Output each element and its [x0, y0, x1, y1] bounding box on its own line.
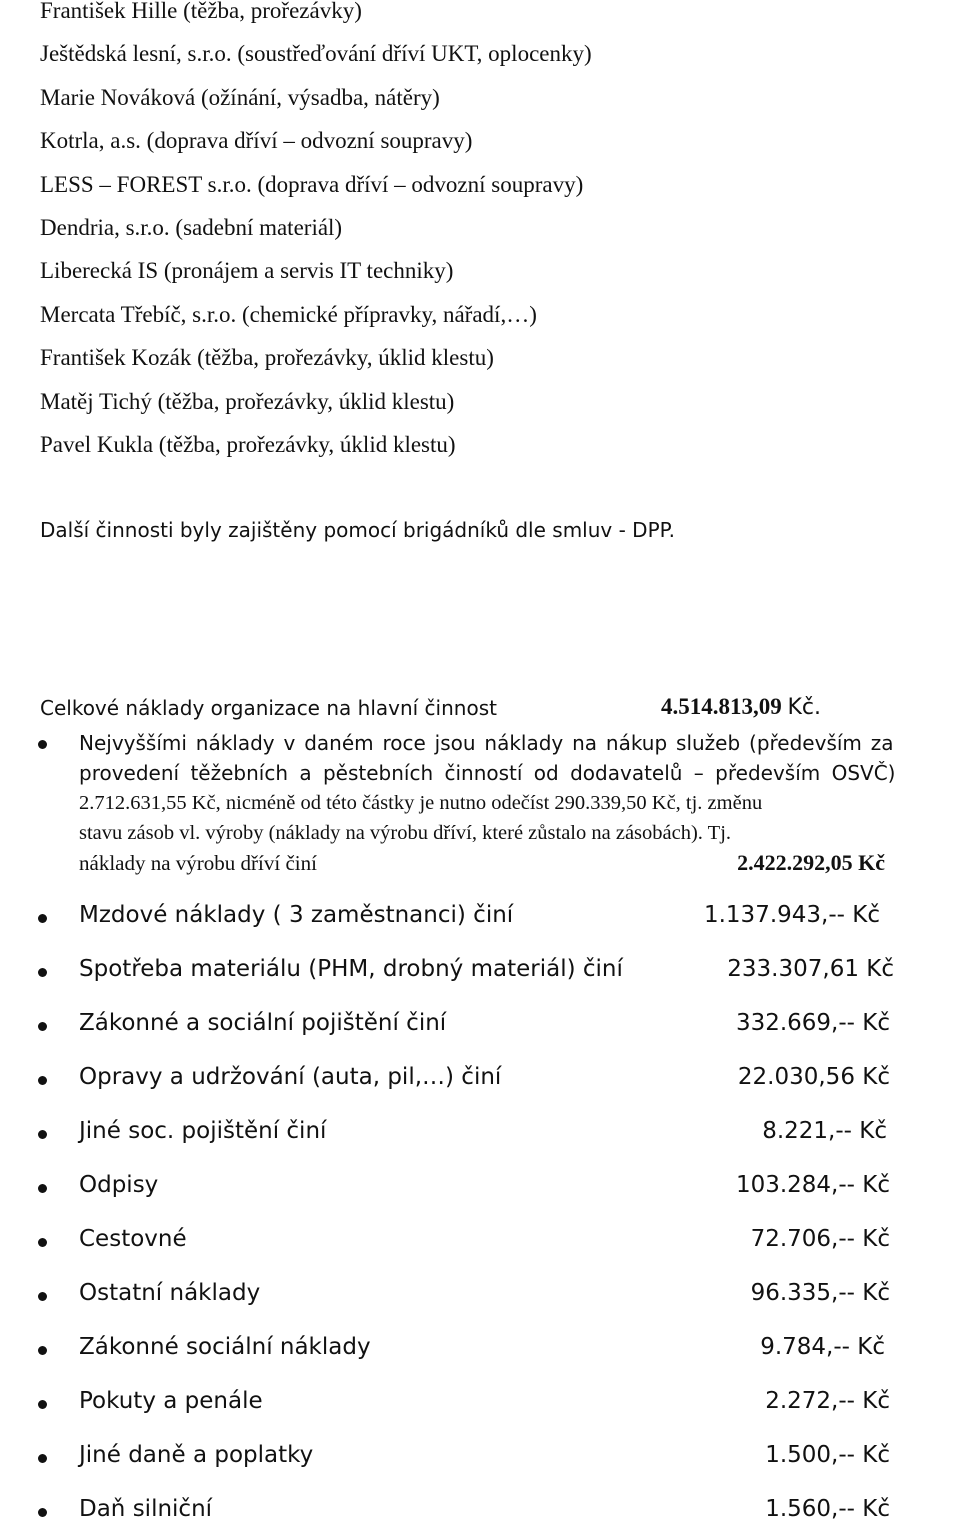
cost-item-value: 2.272,-- Kč	[765, 1388, 890, 1414]
cost-item-value: 1.137.943,-- Kč	[703, 902, 880, 928]
cost-item-value: 332.669,-- Kč	[735, 1010, 890, 1036]
cost-item-label: Jiné daně a poplatky	[79, 1442, 314, 1468]
supplier-item: Kotrla, a.s. (doprava dříví – odvozní soupravy)	[40, 128, 473, 153]
cost-item-value: 72.706,-- Kč	[750, 1226, 890, 1252]
total-costs-label: Celkové náklady organizace na hlavní činnost	[40, 696, 497, 720]
production-cost-label: náklady na výrobu dříví činí	[79, 851, 317, 875]
total-costs-amount: 4.514.813,09	[661, 694, 782, 719]
services-paragraph	[79, 728, 957, 878]
cost-item-label: Spotřeba materiálu (PHM, drobný materiál) činí	[79, 956, 623, 982]
supplier-item: Dendria, s.r.o. (sadební materiál)	[40, 215, 343, 240]
bullet-icon	[38, 1238, 47, 1247]
cost-item-label: Jiné soc. pojištění činí	[79, 1118, 327, 1144]
paragraph-line: provedení těžebních a pěstebních činností od dodavatelů – především OSVČ)	[79, 761, 896, 785]
bullet-icon	[38, 1076, 47, 1085]
bullet-icon	[38, 740, 47, 749]
supplier-item: František Kozák (těžba, prořezávky, úklid klestu)	[40, 345, 494, 370]
bullet-icon	[38, 1130, 47, 1139]
cost-item-label: Odpisy	[79, 1172, 159, 1198]
cost-item-label: Ostatní náklady	[79, 1280, 261, 1306]
total-costs-currency: Kč.	[787, 695, 822, 720]
production-cost-line	[79, 848, 885, 878]
bullet-icon	[38, 1184, 47, 1193]
cost-item-label: Zákonné sociální náklady	[79, 1334, 371, 1360]
supplier-item: Ještědská lesní, s.r.o. (soustřeďování dříví UKT, oplocenky)	[40, 41, 592, 66]
supplier-item: Matěj Tichý (těžba, prořezávky, úklid klestu)	[40, 389, 455, 414]
paragraph-line: 2.712.631,55 Kč, nicméně od této částky je nutno odečíst 290.339,50 Kč, tj. změnu	[79, 792, 763, 814]
bullet-icon	[38, 914, 47, 923]
cost-item-label: Pokuty a penále	[79, 1388, 263, 1414]
paragraph-line: stavu zásob vl. výroby (náklady na výrobu dříví, které zůstalo na zásobách). Tj.	[79, 822, 732, 844]
cost-item-value: 96.335,-- Kč	[750, 1280, 890, 1306]
bullet-icon	[38, 1292, 47, 1301]
cost-item-value: 103.284,-- Kč	[735, 1172, 890, 1198]
cost-item-value: 8.221,-- Kč	[762, 1118, 887, 1144]
cost-item-label: Mzdové náklady ( 3 zaměstnanci) činí	[79, 902, 514, 928]
supplier-item: Liberecká IS (pronájem a servis IT techniky)	[40, 258, 454, 283]
bullet-icon	[38, 1022, 47, 1031]
temporary-workers-note: Další činnosti byly zajištěny pomocí brigádníků dle smluv - DPP.	[40, 518, 675, 542]
cost-item-value: 233.307,61 Kč	[727, 956, 894, 982]
bullet-icon	[38, 1454, 47, 1463]
cost-item-label: Opravy a udržování (auta, pil,…) činí	[79, 1064, 502, 1090]
supplier-item: LESS – FOREST s.r.o. (doprava dříví – odvozní soupravy)	[40, 172, 584, 197]
supplier-item: Marie Nováková (ožínání, výsadba, nátěry)	[40, 85, 440, 110]
cost-item-value: 1.500,-- Kč	[765, 1442, 890, 1468]
cost-item-label: Zákonné a sociální pojištění činí	[79, 1010, 447, 1036]
total-costs-value	[661, 694, 821, 720]
cost-item-value: 1.560,-- Kč	[765, 1496, 890, 1522]
bullet-icon	[38, 1346, 47, 1355]
production-cost-value: 2.422.292,05 Kč	[737, 850, 885, 875]
bullet-icon	[38, 968, 47, 977]
cost-item-label: Daň silniční	[79, 1496, 213, 1522]
supplier-item: Mercata Třebíč, s.r.o. (chemické přípravky, nářadí,…)	[40, 302, 537, 327]
cost-item-value: 9.784,-- Kč	[760, 1334, 885, 1360]
cost-item-value: 22.030,56 Kč	[737, 1064, 890, 1090]
bullet-icon	[38, 1508, 47, 1517]
supplier-item: Pavel Kukla (těžba, prořezávky, úklid klestu)	[40, 432, 456, 457]
bullet-icon	[38, 1400, 47, 1409]
paragraph-line: Nejvyššími náklady v daném roce jsou náklady na nákup služeb (především za	[79, 731, 894, 755]
cost-item-label: Cestovné	[79, 1226, 187, 1252]
supplier-item: František Hille (těžba, prořezávky)	[40, 0, 362, 23]
